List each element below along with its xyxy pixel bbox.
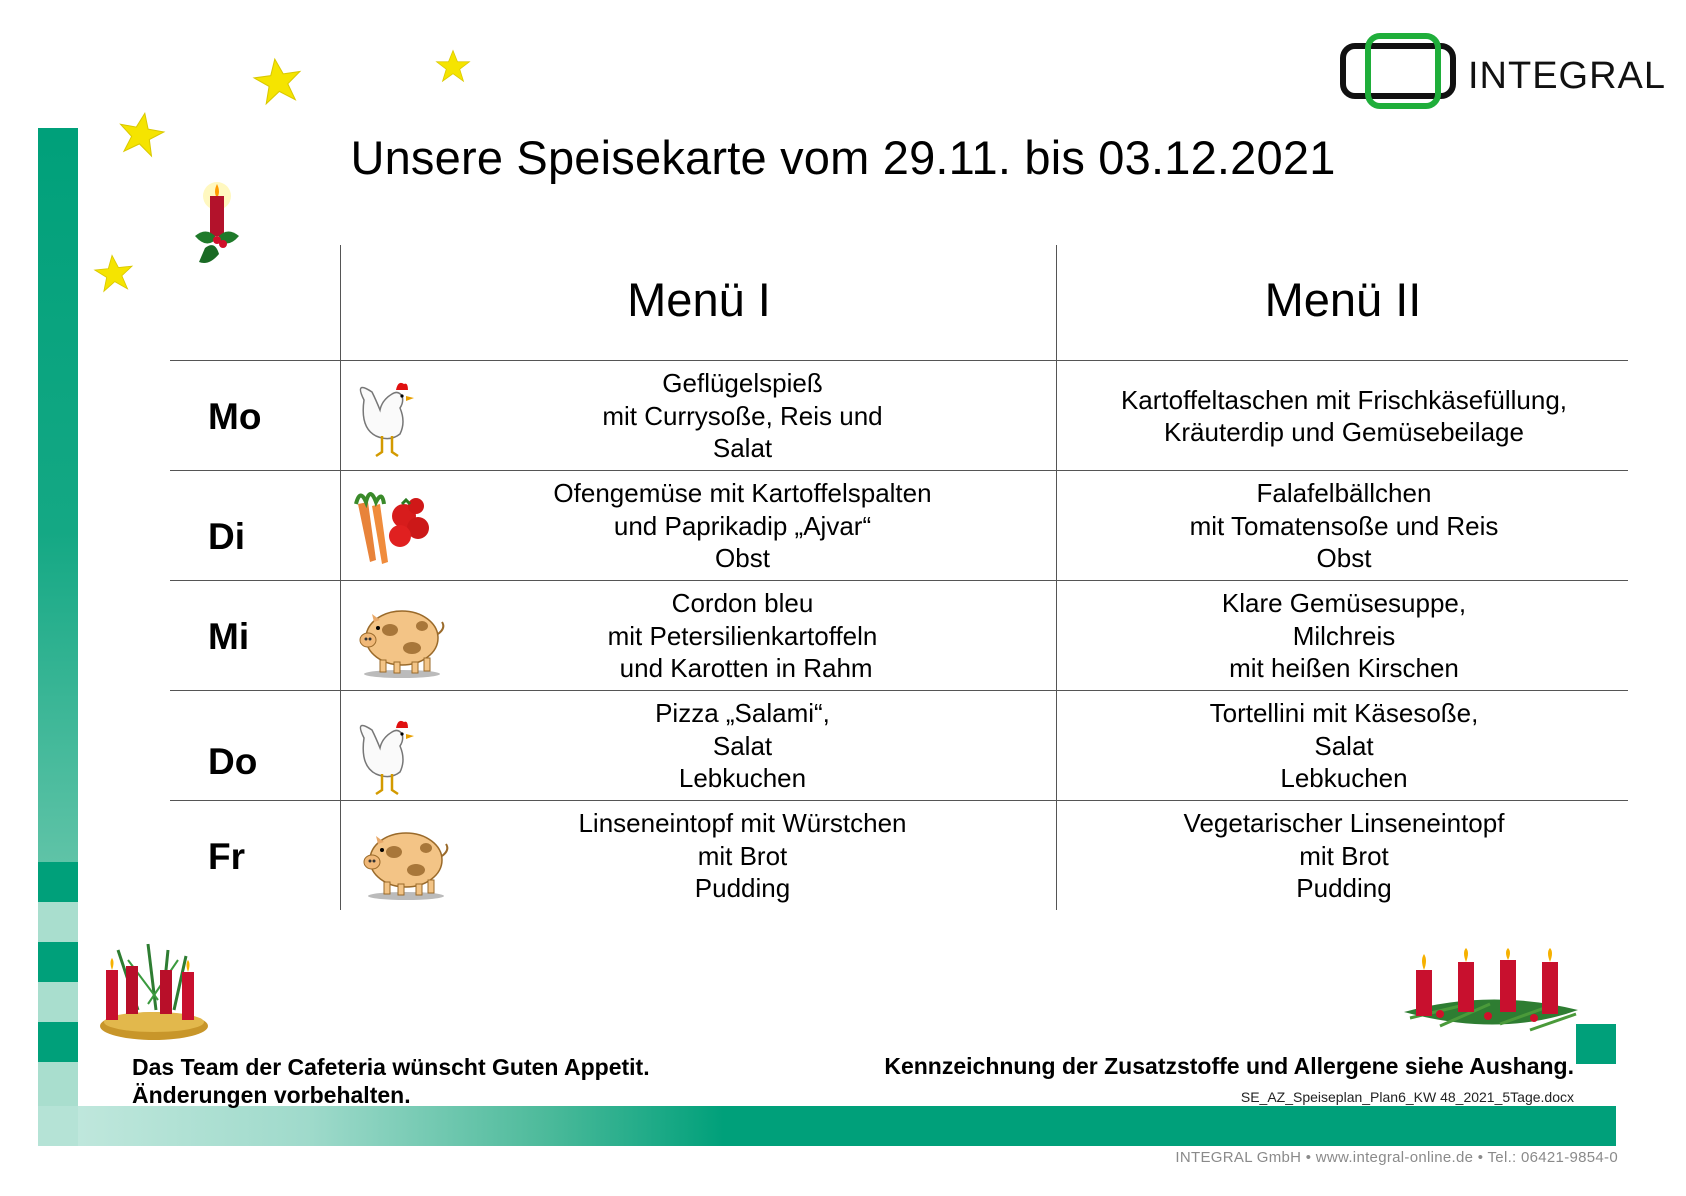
page-title: Unsere Speisekarte vom 29.11. bis 03.12.2021 [350,131,1336,184]
dish-line: Salat [712,730,773,761]
advent-wreath-icon [98,940,210,1042]
dish-line: Milchreis [1292,620,1396,651]
dish-line: Tortellini mit Käsesoße, [1209,698,1479,729]
dish-line: Salat [712,433,773,464]
dish-line: mit Tomatensoße und Reis [1189,510,1499,541]
menu2-cell [1060,362,1628,470]
dish-line: Pudding [1296,873,1392,904]
vegetables-icon [346,484,436,571]
dish-line: Kräuterdip und Gemüsebeilage [1164,417,1524,447]
pig-icon [356,822,452,907]
dish-line: Lebkuchen [678,763,807,794]
candle-holly-icon [185,178,255,270]
decor-block [38,1022,78,1062]
decor-block [38,982,78,1022]
dish-line: mit Currysoße, Reis und [602,400,883,431]
bottom-decor-bar [78,1106,1616,1146]
integral-logo [1340,32,1667,110]
footer-greeting [132,1053,650,1109]
decor-block [38,942,78,982]
changes-note: Änderungen vorbehalten. [132,1082,411,1108]
pig-icon [352,600,448,685]
day-label: Do [208,741,258,782]
grid-line [170,360,1628,361]
menu2-cell [1060,802,1628,910]
chicken-icon [346,708,426,803]
dish-line: Lebkuchen [1280,763,1408,794]
star-icon [93,253,134,292]
day-label: Fr [208,836,245,877]
day-label: Mo [208,396,262,437]
decor-block [38,862,78,902]
svg-text:INTEGRAL: INTEGRAL [1468,55,1667,97]
chicken-icon [346,370,426,465]
decor-block [38,1106,78,1146]
company-info: INTEGRAL GmbH • www.integral-online.de • Tel.: 06421-9854-0 [1175,1149,1618,1166]
dish-line: Vegetarischer Linseneintopf [1183,808,1505,839]
menu2-cell [1060,692,1628,800]
dish-line: Obst [715,543,770,574]
dish-line: Falafelbällchen [1256,478,1432,509]
dish-line: Kartoffeltaschen mit Frischkäsefüllung, [1120,384,1568,415]
dish-line: mit Brot [697,840,788,871]
dish-line: mit Brot [1299,840,1389,871]
dish-line: mit Petersilienkartoffeln [607,620,878,651]
decor-block [38,902,78,942]
allergen-note: Kennzeichnung der Zusatzstoffe und Allergene siehe Aushang. [884,1053,1574,1079]
dish-line: und Paprikadip „Ajvar“ [613,510,872,541]
grid-line [1056,245,1057,910]
dish-line: Salat [1314,730,1374,761]
dish-line: Klare Gemüsesuppe, [1221,588,1467,619]
menu1-cell [445,582,1040,690]
decor-block [38,1062,78,1106]
menu2-cell [1060,472,1628,580]
menu2-header: Menü II [1264,273,1422,326]
dish-line: Linseneintopf mit Würstchen [578,808,907,839]
dish-line: Geflügelspieß [662,368,823,399]
grid-line [170,690,1628,691]
star-icon [252,56,304,105]
dish-line: mit heißen Kirschen [1229,653,1459,684]
menu1-cell [445,802,1040,910]
day-label: Di [208,516,245,557]
grid-line [170,470,1628,471]
menu1-cell [445,362,1040,470]
grid-line [170,580,1628,581]
greeting-line: Das Team der Cafeteria wünscht Guten Appetit. [132,1054,650,1080]
document-filename: SE_AZ_Speiseplan_Plan6_KW 48_2021_5Tage.docx [1240,1089,1574,1105]
star-icon [437,51,470,82]
menu1-cell [445,472,1040,580]
dish-line: Pizza „Salami“, [655,698,830,729]
menu1-header: Menü I [627,273,771,326]
day-label: Mi [208,616,250,657]
dish-line: Cordon bleu [671,588,814,619]
dish-line: und Karotten in Rahm [612,653,873,684]
decor-block [1576,1024,1616,1064]
dish-line: Obst [1316,543,1372,574]
grid-line [340,245,341,910]
dish-line: Pudding [694,873,791,904]
menu1-cell [445,692,1040,800]
menu2-cell [1060,582,1628,690]
advent-wreath-icon [1400,948,1582,1048]
dish-line: Ofengemüse mit Kartoffelspalten [553,478,932,509]
